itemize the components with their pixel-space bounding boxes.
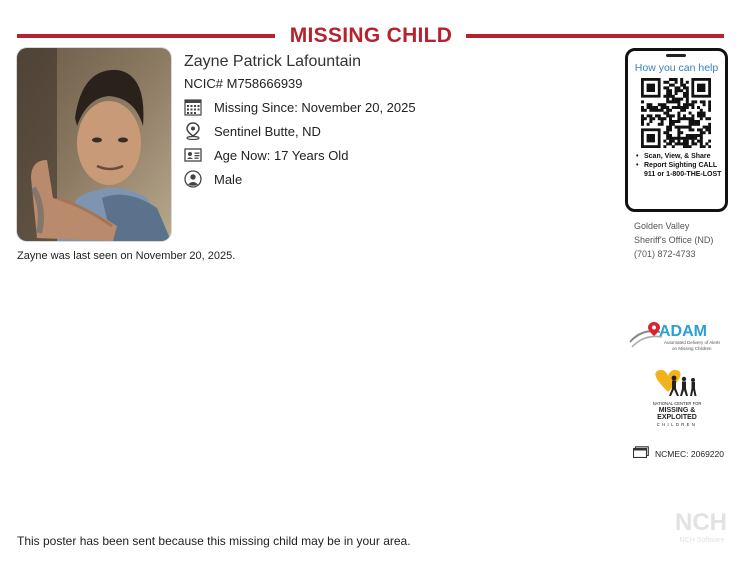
nch-text: NCH Software: [679, 537, 725, 544]
last-location: Sentinel Butte, ND: [214, 123, 321, 139]
nch-mark: NCH: [675, 509, 727, 536]
location-pin-icon: [184, 122, 202, 140]
adam-tagline: on Missing Children: [672, 346, 712, 351]
child-name: Zayne Patrick Lafountain: [184, 53, 361, 70]
age-row: [184, 144, 348, 166]
help-item: • Scan, View, & Share: [644, 152, 728, 161]
ncmec-line: NATIONAL CENTER FOR: [652, 401, 702, 406]
ncmec-id-row: [633, 447, 724, 461]
adam-tagline: Automated Delivery of Alerts: [664, 340, 720, 345]
help-item: • Report Sighting CALL 911 or 1-800-THE-LOST: [644, 161, 728, 179]
location-row: [184, 120, 321, 142]
adam-logo: [628, 320, 720, 354]
help-title: How you can help: [634, 62, 719, 74]
ncic-number: NCIC# M758666939: [184, 76, 303, 91]
sex-row: [184, 168, 242, 190]
adam-wordmark: ADAM: [659, 323, 707, 340]
ncmec-line: MISSING &: [658, 407, 696, 414]
footer-note: This poster has been sent because this missing child may be in your area.: [17, 534, 411, 548]
person-icon: [184, 170, 202, 188]
agency-name-line1: Golden Valley: [634, 221, 690, 231]
case-folder-icon: [633, 445, 649, 463]
help-list: [634, 152, 728, 179]
missing-since-row: [184, 96, 416, 118]
agency-contact: [634, 219, 713, 261]
agency-phone: (701) 872-4733: [634, 249, 696, 259]
header-rule-right: [466, 34, 724, 38]
child-photo: [17, 48, 171, 241]
age-now: Age Now: 17 Years Old: [214, 147, 349, 163]
ncmec-logo: [646, 368, 708, 430]
qr-code[interactable]: [641, 78, 711, 148]
ncmec-line: CHILDREN: [656, 422, 698, 427]
ncmec-line: EXPLOITED: [657, 414, 697, 421]
help-phone-card: [625, 48, 728, 212]
phone-speaker: [666, 54, 686, 57]
header-rule-left: [17, 34, 275, 38]
agency-name-line2: Sheriff's Office (ND): [634, 235, 714, 245]
id-card-icon: [184, 146, 202, 164]
sex: Male: [214, 171, 243, 187]
calendar-icon: [184, 98, 202, 116]
nch-watermark: [672, 505, 730, 545]
ncmec-number: NCMEC: 2069220: [655, 449, 724, 459]
poster-title: MISSING CHILD: [289, 24, 453, 47]
missing-since: Missing Since: November 20, 2025: [214, 99, 416, 115]
last-seen-note: Zayne was last seen on November 20, 2025.: [17, 250, 236, 262]
